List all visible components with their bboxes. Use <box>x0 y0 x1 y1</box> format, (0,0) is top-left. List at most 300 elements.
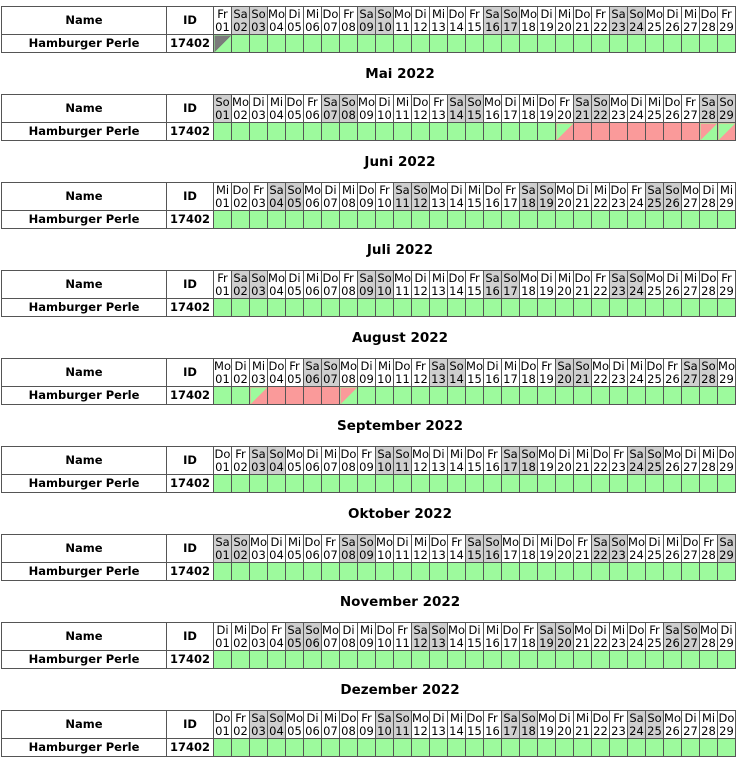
availability-cell[interactable] <box>484 387 502 405</box>
availability-cell[interactable] <box>358 211 376 229</box>
availability-cell[interactable] <box>502 651 520 669</box>
availability-cell[interactable] <box>592 211 610 229</box>
availability-cell[interactable] <box>628 123 646 141</box>
availability-cell[interactable] <box>214 35 232 53</box>
availability-cell[interactable] <box>304 563 322 581</box>
availability-cell[interactable] <box>520 35 538 53</box>
availability-cell[interactable] <box>268 475 286 493</box>
availability-cell[interactable] <box>250 211 268 229</box>
availability-cell[interactable] <box>646 299 664 317</box>
availability-cell[interactable] <box>484 35 502 53</box>
name-column-header: Name <box>2 95 167 123</box>
day-number: 26 <box>665 19 680 34</box>
availability-cell[interactable] <box>232 475 250 493</box>
availability-cell[interactable] <box>322 123 340 141</box>
availability-cell[interactable] <box>628 35 646 53</box>
availability-cell[interactable] <box>664 35 682 53</box>
weekday-label: Mi <box>431 6 446 21</box>
availability-cell[interactable] <box>376 35 394 53</box>
availability-cell[interactable] <box>646 35 664 53</box>
availability-cell[interactable] <box>286 35 304 53</box>
day-header <box>682 7 700 35</box>
availability-cell[interactable] <box>394 387 412 405</box>
day-header <box>430 183 448 211</box>
availability-cell[interactable] <box>538 387 556 405</box>
availability-cell[interactable] <box>682 35 700 53</box>
availability-cell[interactable] <box>430 475 448 493</box>
availability-cell[interactable] <box>592 123 610 141</box>
day-number: 16 <box>485 723 500 738</box>
day-number: 11 <box>395 195 410 210</box>
availability-cell[interactable] <box>322 475 340 493</box>
availability-cell[interactable] <box>430 387 448 405</box>
availability-cell[interactable] <box>286 651 304 669</box>
availability-cell[interactable] <box>574 211 592 229</box>
availability-cell[interactable] <box>376 475 394 493</box>
availability-cell[interactable] <box>322 211 340 229</box>
availability-cell[interactable] <box>556 475 574 493</box>
availability-cell[interactable] <box>250 739 268 757</box>
availability-cell[interactable] <box>466 475 484 493</box>
availability-cell[interactable] <box>286 123 304 141</box>
availability-cell[interactable] <box>412 123 430 141</box>
availability-cell[interactable] <box>250 651 268 669</box>
availability-cell[interactable] <box>664 563 682 581</box>
availability-cell[interactable] <box>610 211 628 229</box>
availability-cell[interactable] <box>718 211 736 229</box>
availability-cell[interactable] <box>556 563 574 581</box>
availability-cell[interactable] <box>232 35 250 53</box>
availability-cell[interactable] <box>682 123 700 141</box>
availability-cell[interactable] <box>250 123 268 141</box>
weekday-label: Di <box>666 270 679 285</box>
availability-cell[interactable] <box>448 387 466 405</box>
availability-cell[interactable] <box>268 35 286 53</box>
availability-cell[interactable] <box>304 211 322 229</box>
weekday-label: Mo <box>466 358 483 373</box>
availability-cell[interactable] <box>448 299 466 317</box>
availability-cell[interactable] <box>232 387 250 405</box>
availability-cell[interactable] <box>448 739 466 757</box>
availability-cell[interactable] <box>466 211 484 229</box>
availability-cell[interactable] <box>592 651 610 669</box>
availability-cell[interactable] <box>250 563 268 581</box>
availability-cell[interactable] <box>340 563 358 581</box>
availability-cell[interactable] <box>520 475 538 493</box>
availability-cell[interactable] <box>520 123 538 141</box>
availability-cell[interactable] <box>358 563 376 581</box>
availability-cell[interactable] <box>466 739 484 757</box>
availability-cell[interactable] <box>268 387 286 405</box>
availability-cell[interactable] <box>574 563 592 581</box>
weekday-label: Di <box>684 710 697 725</box>
availability-cell[interactable] <box>340 35 358 53</box>
availability-cell[interactable] <box>412 35 430 53</box>
availability-cell[interactable] <box>268 739 286 757</box>
weekday-label: So <box>485 534 500 549</box>
day-header <box>718 447 736 475</box>
day-header <box>430 447 448 475</box>
availability-cell[interactable] <box>628 651 646 669</box>
availability-cell[interactable] <box>646 387 664 405</box>
availability-cell[interactable] <box>358 35 376 53</box>
day-header <box>430 95 448 123</box>
availability-cell[interactable] <box>340 211 358 229</box>
month-section <box>0 410 756 498</box>
availability-cell[interactable] <box>664 123 682 141</box>
availability-cell[interactable] <box>700 123 718 141</box>
availability-cell[interactable] <box>304 739 322 757</box>
availability-cell[interactable] <box>394 35 412 53</box>
availability-cell[interactable] <box>664 651 682 669</box>
availability-cell[interactable] <box>376 387 394 405</box>
availability-cell[interactable] <box>610 651 628 669</box>
availability-cell[interactable] <box>592 475 610 493</box>
availability-cell[interactable] <box>466 123 484 141</box>
availability-cell[interactable] <box>700 563 718 581</box>
availability-cell[interactable] <box>520 739 538 757</box>
availability-cell[interactable] <box>322 563 340 581</box>
availability-cell[interactable] <box>484 475 502 493</box>
availability-cell[interactable] <box>664 475 682 493</box>
availability-cell[interactable] <box>358 387 376 405</box>
availability-cell[interactable] <box>394 299 412 317</box>
availability-cell[interactable] <box>502 123 520 141</box>
availability-cell[interactable] <box>610 563 628 581</box>
availability-cell[interactable] <box>502 739 520 757</box>
day-header <box>592 7 610 35</box>
availability-cell[interactable] <box>628 211 646 229</box>
availability-cell[interactable] <box>268 123 286 141</box>
availability-cell[interactable] <box>646 739 664 757</box>
availability-cell[interactable] <box>448 211 466 229</box>
day-header <box>412 271 430 299</box>
availability-cell[interactable] <box>304 475 322 493</box>
availability-cell[interactable] <box>286 387 304 405</box>
availability-cell[interactable] <box>286 739 304 757</box>
availability-cell[interactable] <box>358 299 376 317</box>
availability-cell[interactable] <box>556 299 574 317</box>
availability-cell[interactable] <box>448 651 466 669</box>
availability-cell[interactable] <box>502 475 520 493</box>
availability-cell[interactable] <box>502 563 520 581</box>
availability-cell[interactable] <box>484 211 502 229</box>
availability-cell[interactable] <box>718 35 736 53</box>
availability-cell[interactable] <box>340 651 358 669</box>
availability-cell[interactable] <box>412 211 430 229</box>
day-header <box>232 95 250 123</box>
availability-cell[interactable] <box>340 739 358 757</box>
availability-cell[interactable] <box>700 299 718 317</box>
availability-cell[interactable] <box>610 739 628 757</box>
availability-cell[interactable] <box>682 651 700 669</box>
day-header <box>412 359 430 387</box>
availability-cell[interactable] <box>682 739 700 757</box>
availability-cell[interactable] <box>538 563 556 581</box>
availability-cell[interactable] <box>358 123 376 141</box>
availability-cell[interactable] <box>484 123 502 141</box>
availability-cell[interactable] <box>574 35 592 53</box>
availability-cell[interactable] <box>574 123 592 141</box>
availability-cell[interactable] <box>358 651 376 669</box>
availability-cell[interactable] <box>448 35 466 53</box>
availability-cell[interactable] <box>412 475 430 493</box>
day-header <box>376 623 394 651</box>
weekday-label: Do <box>484 182 501 197</box>
day-number: 29 <box>719 635 734 650</box>
availability-cell[interactable] <box>376 563 394 581</box>
availability-cell[interactable] <box>520 651 538 669</box>
availability-cell[interactable] <box>376 123 394 141</box>
availability-cell[interactable] <box>610 299 628 317</box>
availability-cell[interactable] <box>412 299 430 317</box>
availability-cell[interactable] <box>538 123 556 141</box>
availability-cell[interactable] <box>376 739 394 757</box>
availability-cell[interactable] <box>664 739 682 757</box>
availability-cell[interactable] <box>322 35 340 53</box>
availability-cell[interactable] <box>214 387 232 405</box>
availability-cell[interactable] <box>628 563 646 581</box>
availability-cell[interactable] <box>700 211 718 229</box>
availability-cell[interactable] <box>628 475 646 493</box>
availability-cell[interactable] <box>466 387 484 405</box>
availability-cell[interactable] <box>556 35 574 53</box>
availability-cell[interactable] <box>574 739 592 757</box>
availability-cell[interactable] <box>700 475 718 493</box>
availability-cell[interactable] <box>322 739 340 757</box>
availability-cell[interactable] <box>448 475 466 493</box>
availability-cell[interactable] <box>466 563 484 581</box>
availability-cell[interactable] <box>394 739 412 757</box>
availability-cell[interactable] <box>376 211 394 229</box>
availability-cell[interactable] <box>448 563 466 581</box>
day-number: 01 <box>215 195 230 210</box>
availability-cell[interactable] <box>340 299 358 317</box>
availability-cell[interactable] <box>304 299 322 317</box>
availability-cell[interactable] <box>718 739 736 757</box>
availability-cell[interactable] <box>250 35 268 53</box>
availability-cell[interactable] <box>394 563 412 581</box>
availability-cell[interactable] <box>520 299 538 317</box>
availability-cell[interactable] <box>358 475 376 493</box>
availability-cell[interactable] <box>268 211 286 229</box>
availability-cell[interactable] <box>574 299 592 317</box>
availability-cell[interactable] <box>214 299 232 317</box>
availability-cell[interactable] <box>214 739 232 757</box>
availability-cell[interactable] <box>646 651 664 669</box>
availability-cell[interactable] <box>718 651 736 669</box>
availability-cell[interactable] <box>610 475 628 493</box>
availability-cell[interactable] <box>628 299 646 317</box>
availability-cell[interactable] <box>250 299 268 317</box>
availability-cell[interactable] <box>214 563 232 581</box>
availability-cell[interactable] <box>232 739 250 757</box>
day-header <box>340 535 358 563</box>
availability-cell[interactable] <box>556 387 574 405</box>
availability-cell[interactable] <box>340 387 358 405</box>
availability-cell[interactable] <box>214 651 232 669</box>
availability-cell[interactable] <box>574 475 592 493</box>
availability-cell[interactable] <box>232 211 250 229</box>
weekday-label: Sa <box>485 270 500 285</box>
availability-cell[interactable] <box>718 475 736 493</box>
availability-cell[interactable] <box>304 651 322 669</box>
availability-cell[interactable] <box>592 387 610 405</box>
availability-cell[interactable] <box>268 563 286 581</box>
availability-cell[interactable] <box>610 387 628 405</box>
availability-cell[interactable] <box>394 211 412 229</box>
availability-cell[interactable] <box>412 563 430 581</box>
availability-cell[interactable] <box>700 651 718 669</box>
availability-cell[interactable] <box>412 739 430 757</box>
availability-cell[interactable] <box>682 475 700 493</box>
availability-cell[interactable] <box>610 35 628 53</box>
availability-cell[interactable] <box>232 299 250 317</box>
availability-cell[interactable] <box>502 299 520 317</box>
availability-cell[interactable] <box>538 211 556 229</box>
availability-cell[interactable] <box>700 35 718 53</box>
availability-cell[interactable] <box>250 475 268 493</box>
availability-cell[interactable] <box>430 35 448 53</box>
availability-cell[interactable] <box>322 299 340 317</box>
availability-cell[interactable] <box>430 739 448 757</box>
availability-cell[interactable] <box>232 651 250 669</box>
availability-cell[interactable] <box>286 211 304 229</box>
month-title: Dezember 2022 <box>340 682 460 698</box>
availability-cell[interactable] <box>394 651 412 669</box>
availability-cell[interactable] <box>556 211 574 229</box>
availability-cell[interactable] <box>232 123 250 141</box>
availability-cell[interactable] <box>484 299 502 317</box>
availability-cell[interactable] <box>484 739 502 757</box>
availability-cell[interactable] <box>718 563 736 581</box>
weekday-label: Mi <box>575 446 590 461</box>
availability-cell[interactable] <box>520 563 538 581</box>
day-header <box>304 95 322 123</box>
day-header <box>232 711 250 739</box>
availability-cell[interactable] <box>520 211 538 229</box>
availability-cell[interactable] <box>502 35 520 53</box>
availability-cell[interactable] <box>628 739 646 757</box>
availability-cell[interactable] <box>484 563 502 581</box>
day-header <box>232 271 250 299</box>
day-number: 14 <box>449 19 464 34</box>
availability-cell[interactable] <box>376 299 394 317</box>
availability-cell[interactable] <box>502 387 520 405</box>
availability-cell[interactable] <box>664 211 682 229</box>
availability-cell[interactable] <box>322 651 340 669</box>
availability-cell[interactable] <box>592 299 610 317</box>
availability-cell[interactable] <box>718 123 736 141</box>
availability-cell[interactable] <box>466 35 484 53</box>
availability-cell[interactable] <box>556 739 574 757</box>
availability-cell[interactable] <box>430 299 448 317</box>
availability-cell[interactable] <box>286 475 304 493</box>
availability-cell[interactable] <box>430 211 448 229</box>
availability-cell[interactable] <box>214 211 232 229</box>
availability-cell[interactable] <box>394 475 412 493</box>
availability-cell[interactable] <box>682 387 700 405</box>
availability-cell[interactable] <box>484 651 502 669</box>
day-header <box>340 183 358 211</box>
availability-cell[interactable] <box>646 211 664 229</box>
availability-cell[interactable] <box>430 563 448 581</box>
availability-cell[interactable] <box>592 563 610 581</box>
day-number: 02 <box>233 723 248 738</box>
availability-cell[interactable] <box>538 299 556 317</box>
availability-cell[interactable] <box>520 387 538 405</box>
weekday-label: Mi <box>449 446 464 461</box>
availability-cell[interactable] <box>574 651 592 669</box>
availability-cell[interactable] <box>430 123 448 141</box>
day-header <box>520 447 538 475</box>
availability-cell[interactable] <box>646 123 664 141</box>
availability-cell[interactable] <box>718 299 736 317</box>
availability-cell[interactable] <box>340 123 358 141</box>
availability-cell[interactable] <box>538 35 556 53</box>
availability-cell[interactable] <box>466 299 484 317</box>
availability-cell[interactable] <box>304 35 322 53</box>
availability-cell[interactable] <box>304 123 322 141</box>
availability-cell[interactable] <box>610 123 628 141</box>
availability-cell[interactable] <box>214 475 232 493</box>
availability-cell[interactable] <box>538 475 556 493</box>
availability-cell[interactable] <box>430 651 448 669</box>
availability-cell[interactable] <box>448 123 466 141</box>
availability-cell[interactable] <box>466 651 484 669</box>
availability-cell[interactable] <box>214 123 232 141</box>
availability-cell[interactable] <box>556 123 574 141</box>
availability-cell[interactable] <box>682 563 700 581</box>
availability-cell[interactable] <box>646 563 664 581</box>
day-number: 19 <box>539 107 554 122</box>
availability-cell[interactable] <box>700 739 718 757</box>
availability-cell[interactable] <box>646 475 664 493</box>
availability-cell[interactable] <box>268 299 286 317</box>
availability-cell[interactable] <box>250 387 268 405</box>
availability-cell[interactable] <box>574 387 592 405</box>
availability-cell[interactable] <box>394 123 412 141</box>
availability-cell[interactable] <box>682 299 700 317</box>
availability-cell[interactable] <box>718 387 736 405</box>
day-header <box>304 535 322 563</box>
availability-cell[interactable] <box>376 651 394 669</box>
availability-cell[interactable] <box>592 35 610 53</box>
availability-cell[interactable] <box>556 651 574 669</box>
availability-cell[interactable] <box>664 387 682 405</box>
availability-cell[interactable] <box>358 739 376 757</box>
availability-cell[interactable] <box>268 651 286 669</box>
availability-cell[interactable] <box>538 739 556 757</box>
availability-cell[interactable] <box>286 563 304 581</box>
availability-cell[interactable] <box>682 211 700 229</box>
availability-cell[interactable] <box>502 211 520 229</box>
weekday-label: So <box>467 94 482 109</box>
availability-cell[interactable] <box>286 299 304 317</box>
availability-cell[interactable] <box>412 651 430 669</box>
availability-cell[interactable] <box>628 387 646 405</box>
availability-cell[interactable] <box>592 739 610 757</box>
day-header <box>268 711 286 739</box>
availability-cell[interactable] <box>340 475 358 493</box>
availability-cell[interactable] <box>304 387 322 405</box>
availability-cell[interactable] <box>322 387 340 405</box>
availability-cell[interactable] <box>700 387 718 405</box>
availability-cell[interactable] <box>412 387 430 405</box>
availability-cell[interactable] <box>538 651 556 669</box>
availability-cell[interactable] <box>664 299 682 317</box>
availability-cell[interactable] <box>232 563 250 581</box>
